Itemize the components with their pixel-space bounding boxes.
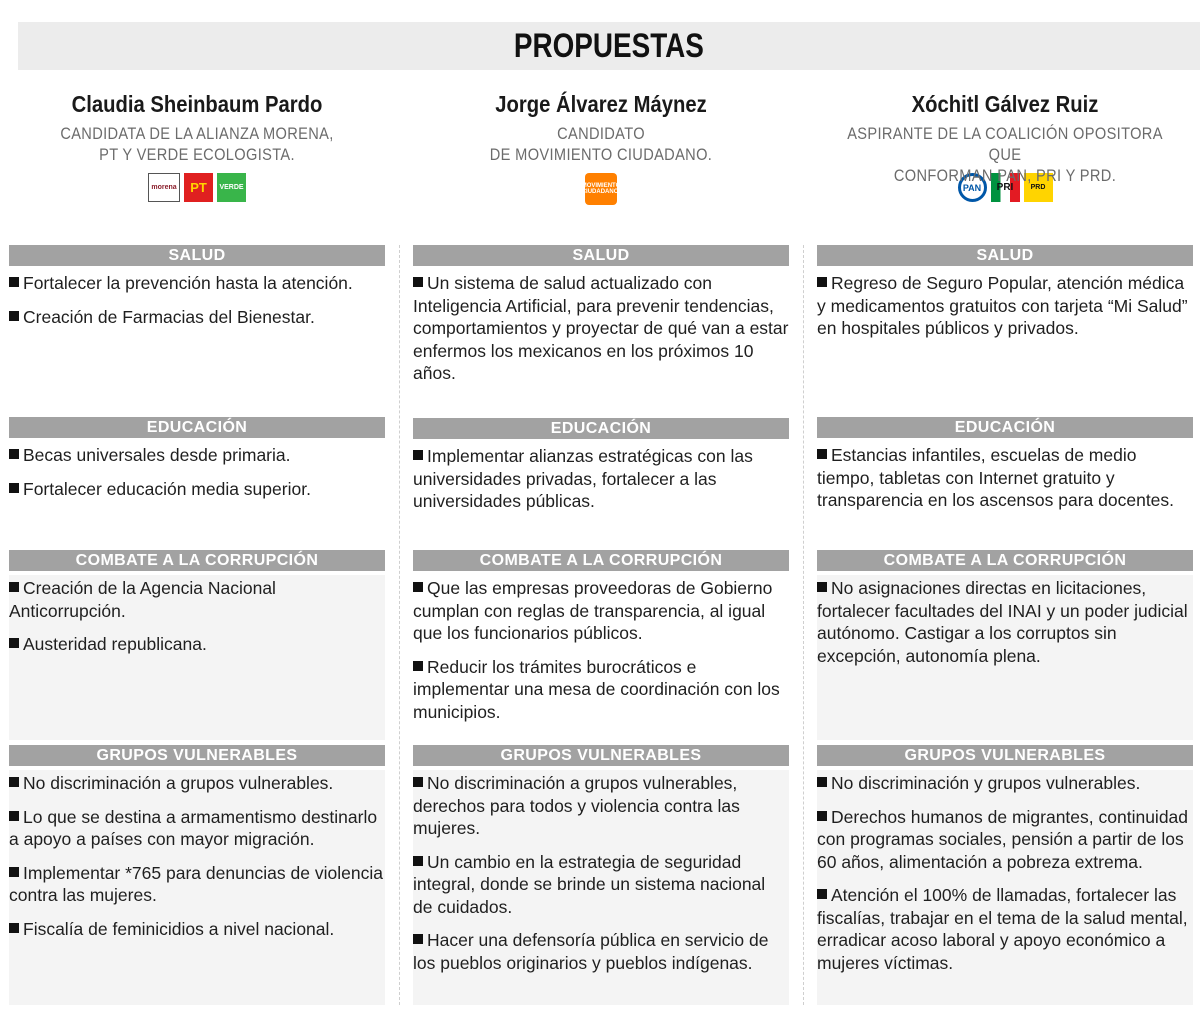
square-bullet-icon [413, 582, 423, 592]
party-logos [9, 173, 385, 202]
square-bullet-icon [413, 934, 423, 944]
proposal-item [9, 772, 385, 795]
candidate-column [817, 85, 1193, 973]
proposal-list [9, 571, 385, 656]
square-bullet-icon [9, 777, 19, 787]
proposal-item [413, 272, 789, 385]
proposal-item [413, 851, 789, 919]
proposal-item [413, 656, 789, 724]
square-bullet-icon [9, 923, 19, 933]
proposal-item [413, 929, 789, 974]
candidate-column [9, 85, 385, 939]
proposal-section [817, 550, 1193, 678]
section-heading: EDUCACIÓN [9, 417, 385, 438]
proposal-item [413, 577, 789, 645]
proposal-list [817, 571, 1193, 667]
proposal-item [817, 884, 1193, 974]
section-heading: EDUCACIÓN [817, 417, 1193, 438]
proposal-list [817, 438, 1193, 512]
proposal-item [9, 577, 385, 622]
proposal-section [413, 745, 789, 985]
proposal-text: Estancias infantiles, escuelas de medio tiempo, tabletas con Internet gratuito y transparencia en los ascensos para docentes. [817, 445, 1175, 510]
proposal-text: Austeridad republicana. [23, 634, 207, 654]
proposal-section [817, 745, 1193, 985]
proposal-section [413, 245, 789, 396]
square-bullet-icon [413, 450, 423, 460]
square-bullet-icon [817, 811, 827, 821]
candidate-role-line: CONFORMAN PAN, PRI Y PRD. [893, 166, 1117, 185]
column-divider [399, 245, 400, 1005]
proposal-list [9, 266, 385, 328]
proposal-text: Implementar alianzas estratégicas con las universidades privadas, fortalecer a las universidades públicas. [413, 446, 753, 511]
proposal-text: Creación de Farmacias del Bienestar. [23, 306, 315, 327]
section-heading: SALUD [9, 245, 385, 266]
proposal-text: Fiscalía de feminicidios a nivel nacional. [23, 918, 335, 939]
square-bullet-icon [9, 811, 19, 821]
proposal-item [817, 772, 1193, 795]
section-heading: SALUD [413, 245, 789, 266]
proposal-text: No discriminación y grupos vulnerables. [831, 773, 1141, 793]
pan-logo: PAN [958, 173, 987, 202]
proposal-item [817, 577, 1193, 667]
section-heading: COMBATE A LA CORRUPCIÓN [413, 550, 789, 571]
proposal-list [413, 266, 789, 385]
proposal-list [817, 766, 1193, 974]
square-bullet-icon [9, 449, 19, 459]
proposal-list [817, 266, 1193, 340]
proposal-item [9, 478, 385, 501]
party-logos [413, 173, 789, 205]
prd-logo: PRD [1024, 173, 1053, 202]
column-divider [803, 245, 804, 1005]
proposal-list [413, 439, 789, 513]
candidate-name: Claudia Sheinbaum Pardo [71, 91, 323, 117]
candidate-name: Xóchitl Gálvez Ruiz [911, 91, 1099, 117]
proposal-section [413, 550, 789, 734]
proposal-section [817, 245, 1193, 351]
candidate-role [439, 123, 762, 167]
square-bullet-icon [9, 311, 19, 321]
proposal-text: Hacer una defensoría pública en servicio de los pueblos originarios y pueblos indígenas. [413, 930, 769, 973]
proposal-section [9, 745, 385, 951]
proposal-text: Que las empresas proveedoras de Gobierno cumplan con reglas de transparencia, al igual que los funcionarios públicos. [413, 578, 773, 643]
candidate-role-line: DE MOVIMIENTO CIUDADANO. [489, 145, 713, 164]
morena-logo: morena [148, 173, 180, 202]
proposal-section [9, 550, 385, 667]
proposal-text: Un sistema de salud actualizado con Inteligencia Artificial, para prevenir tendencias, comportamientos y proyectar de qué van a estar enfermos los mexicanos en los próximos 10 años. [413, 273, 789, 383]
square-bullet-icon [817, 277, 827, 287]
proposal-list [9, 438, 385, 500]
section-heading: COMBATE A LA CORRUPCIÓN [817, 550, 1193, 571]
section-heading: COMBATE A LA CORRUPCIÓN [9, 550, 385, 571]
candidate-role-line: PT Y VERDE ECOLOGISTA. [99, 145, 295, 164]
square-bullet-icon [9, 582, 19, 592]
movimiento-ciudadano-logo: MOVIMIENTO CIUDADANO [585, 173, 617, 205]
proposal-text: Derechos humanos de migrantes, continuidad con programas sociales, pensión a partir de los 60 años, alimentación a pobreza extrema. [817, 806, 1189, 872]
proposal-text: Becas universales desde primaria. [23, 445, 291, 465]
pri-logo: PRI [991, 173, 1020, 202]
proposal-text: Fortalecer la prevención hasta la atención. [23, 273, 353, 293]
section-heading: GRUPOS VULNERABLES [9, 745, 385, 766]
candidate-column [413, 85, 789, 973]
proposal-item [9, 633, 385, 656]
proposal-text: Regreso de Seguro Popular, atención médica y medicamentos gratuitos con tarjeta “Mi Salud” en hospitales públicos y privados. [817, 273, 1188, 338]
proposal-text: Fortalecer educación media superior. [23, 478, 311, 499]
square-bullet-icon [9, 867, 19, 877]
proposal-item [9, 918, 385, 941]
section-heading: GRUPOS VULNERABLES [413, 745, 789, 766]
square-bullet-icon [817, 582, 827, 592]
proposal-item [9, 306, 385, 329]
proposal-item [9, 444, 385, 467]
proposal-item [9, 862, 385, 907]
proposal-item [413, 772, 789, 840]
proposal-item [9, 806, 385, 851]
proposal-section [9, 417, 385, 511]
square-bullet-icon [413, 661, 423, 671]
proposal-item [817, 806, 1193, 874]
proposal-section [9, 245, 385, 339]
pt-logo: PT [184, 173, 213, 202]
candidate-name: Jorge Álvarez Máynez [495, 91, 707, 117]
candidate-role-line: ASPIRANTE DE LA COALICIÓN OPOSITORA QUE [847, 124, 1163, 164]
section-heading: SALUD [817, 245, 1193, 266]
proposal-text: No discriminación a grupos vulnerables. [23, 773, 334, 793]
proposal-section [413, 418, 789, 524]
proposal-section [817, 417, 1193, 523]
section-heading: GRUPOS VULNERABLES [817, 745, 1193, 766]
proposal-text: No asignaciones directas en licitaciones, fortalecer facultades del INAI y un poder judicial autónomo. Castigar a los corruptos sin excepción, autonomía plena. [817, 578, 1188, 666]
proposal-list [9, 766, 385, 940]
proposal-item [9, 272, 385, 295]
square-bullet-icon [817, 449, 827, 459]
proposal-item [817, 272, 1193, 340]
page-title: PROPUESTAS [513, 26, 705, 65]
proposal-item [817, 444, 1193, 512]
title-bar [18, 22, 1200, 70]
square-bullet-icon [817, 777, 827, 787]
proposal-list [413, 571, 789, 723]
proposal-list [413, 766, 789, 974]
candidate-role-line: CANDIDATA DE LA ALIANZA MORENA, [60, 124, 334, 143]
square-bullet-icon [9, 483, 19, 493]
proposal-text: Creación de la Agencia Nacional Anticorrupción. [9, 578, 276, 621]
square-bullet-icon [413, 277, 423, 287]
proposal-text: Implementar *765 para denuncias de violencia contra las mujeres. [9, 862, 383, 905]
square-bullet-icon [9, 277, 19, 287]
section-heading: EDUCACIÓN [413, 418, 789, 439]
candidate-role [35, 123, 358, 167]
square-bullet-icon [413, 777, 423, 787]
candidate-role-line: CANDIDATO [557, 124, 645, 143]
square-bullet-icon [817, 889, 827, 899]
candidate-role [843, 123, 1166, 185]
verde-logo: VERDE [217, 173, 246, 202]
proposal-text: Atención el 100% de llamadas, fortalecer las fiscalías, trabajar en el tema de la salud mental, erradicar acoso laboral y apoyo económico a mujeres víctimas. [817, 885, 1188, 973]
proposal-text: Un cambio en la estrategia de seguridad integral, donde se brinde un sistema nacional de cuidados. [413, 851, 766, 917]
proposal-item [413, 445, 789, 513]
proposal-text: Reducir los trámites burocráticos e implementar una mesa de coordinación con los municipios. [413, 656, 780, 722]
proposal-text: Lo que se destina a armamentismo destinarlo a apoyo a países con mayor migración. [9, 806, 378, 849]
square-bullet-icon [413, 856, 423, 866]
square-bullet-icon [9, 638, 19, 648]
proposal-text: No discriminación a grupos vulnerables, derechos para todos y violencia contra las mujeres. [413, 773, 740, 838]
